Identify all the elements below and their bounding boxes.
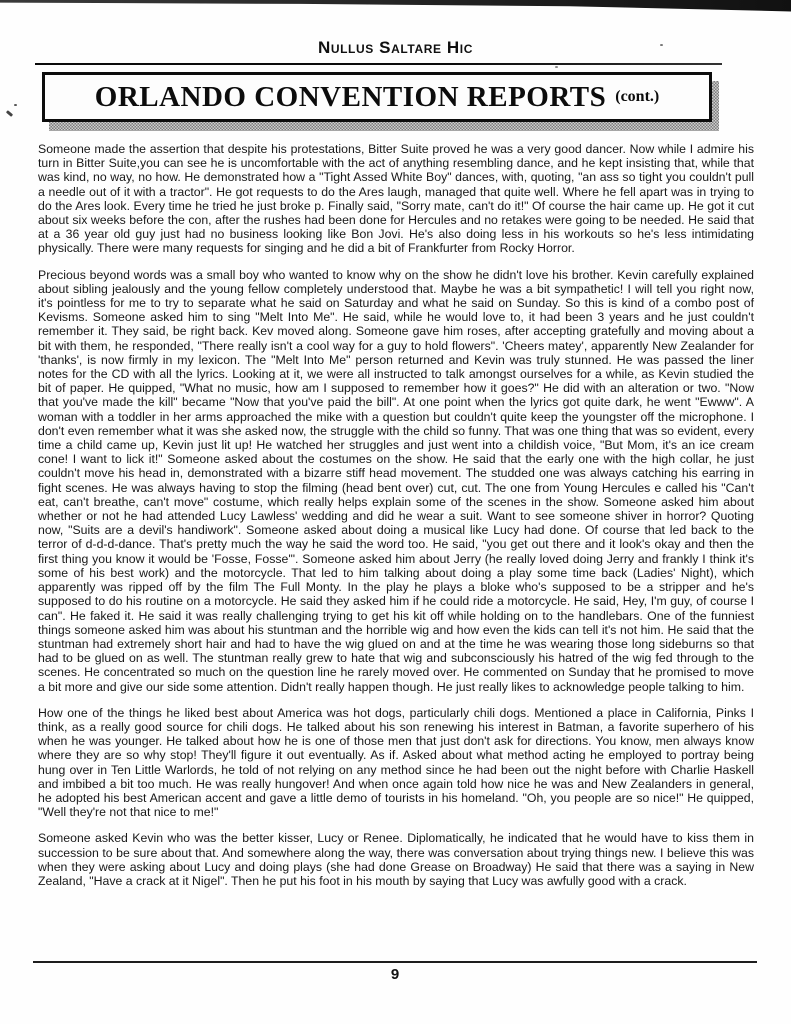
scan-speck [14, 104, 17, 106]
title-banner-box [42, 72, 712, 122]
article-body [38, 142, 754, 888]
header-divider [35, 63, 722, 65]
page-title-continued-marker: (cont.) [615, 88, 660, 105]
scan-speck [660, 44, 663, 46]
scan-speck [6, 110, 13, 117]
page-number: 9 [390, 966, 401, 983]
article-paragraph: Someone asked Kevin who was the better kisser, Lucy or Renee. Diplomatically, he indicated that he would have to kiss them in succession to be sure about that. And somewhere along the way, there was conversation about trying things new. I believe this was when they were asking about Lucy and doing plays (she had done Grease on Broadway) He said that there was a saying in New Zealand, "Have a crack at it Nigel". Then he put his foot in his mouth by saying that Lucy was awfully good with a crack. [38, 831, 754, 888]
page-title: ORLANDO CONVENTION REPORTS [94, 80, 607, 113]
scan-speck [555, 66, 558, 68]
article-paragraph: How one of the things he liked best about America was hot dogs, particularly chili dogs. Mentioned a place in California, Pinks I think, as a really good source for chili dogs. He talked about his son renewing his interest in Batman, a favorite superhero of his when he was younger. He talked about how he is one of those men that just don't ask for directions. You know, men always know where they are so why stop! They'll figure it out eventually. As if. Asked about what method acting he employed to portray being hung over in Ten Little Warlords, he told of not relying on any method since he had been out the night before with Charlie Haskell and imbibed a bit too much. He was really hungover! And when once again told how nice he was and New Zealanders in general, he adopted his best American accent and gave a little demo of tourists in his homeland. "Oh, you people are so nice!" He quipped, "Well they're not that nice to me!" [38, 705, 754, 820]
zine-title: Nullus Saltare Hic [317, 38, 474, 57]
article-paragraph: Someone made the assertion that despite his protestations, Bitter Suite proved he was a very good dancer. Now while I admire his turn in Bitter Suite,you can see he is uncomfortable with the act of anything resembling dance, and he kept insisting that, while that was kind, no way, no how. He demonstrated how a "Tight Assed White Boy" dances, with, quoting, "an ass so tight you couldn't pull a needle out of it with a tractor". He got requests to do the Ares laugh, managed that quite well. Where he fell apart was in trying to do the Ares look. Every time he tried he just broke p. Finally said, "Sorry mate, can't do it!" Of course the hair came up. He got it cut about six weeks before the con, after the rushes had been done for Hercules and no retakes were going to be needed. He said that at a 36 year old guy just had no business looking like Bon Jovi. He's also doing less in his workouts so he's less intimidating physically. There were many requests for singing and he did a bit of Frankfurter from Rocky Horror. [38, 142, 754, 256]
article-paragraph: Precious beyond words was a small boy who wanted to know why on the show he didn't love his brother. Kevin carefully explained about sibling jealously and the young fellow completely understood that. Maybe he was a bit sympathetic! I will tell you right now, it's pointless for me to try to separate what he said on Saturday and what he said on Sunday. So this is kind of a combo post of Kevisms. Someone asked him to sing "Melt Into Me". He said, while he would love to, it had been 3 years and he just couldn't remember it. They said, be right back. Kev moved along. Someone gave him roses, after accepting gratefully and moving about a bit with them, he responded, "There really isn't a cool way for a guy to hold flowers". 'Cheers matey', apparently New Zealander for 'thanks', is now firmly in my lexicon. The "Melt Into Me" person returned and Kevin was truly stunned. He was passed the liner notes for the CD with all the lyrics. Looking at it, we were all instructed to talk amongst ourselves for a while, as Kevin studied the bit of paper. He quipped, "What no music, how am I supposed to remember how it goes?" He did with an alteration or two. "Now that you've made the kill" became "Now that you've paid the bill". At one point when the lyrics got quite dark, he went "Ewww". A woman with a toddler in her arms approached the mike with a question but couldn't quite keep the youngster off the microphone. I don't even remember what it was she asked now, the struggle with the child so funny. That was one thing that was so evident, every time a child came up, Kevin just lit up! He watched her struggles and just went into a childish voice, "But Mom, it's an ice cream cone! I want to lick it!" Someone asked about the costumes on the show. He said that the early one with the high collar, he just couldn't move his head in, demonstrated with a bizarre stiff head movement. The studded one was always catching his earring in fight scenes. He was always having to stop the filming (head bent over) cut, cut. The one from Young Hercules e called his "Can't eat, can't breathe, can't move" costume, which really helps explain some of the scenes in the show. Someone asked him about whether or not he had attended Lucy Lawless' wedding and did he wear a suit. Want to see someone shiver in horror? Quoting now, "Suits are a devil's handiwork". Someone asked about doing a musical like Lucy had done. Of course that led back to the terror of d-d-d-dance. That's pretty much the way he said the word too. He said, "you get out there and it look's okay and then the first thing you know it would be 'Fosse, Fosse'". Someone asked him about Jerry (he really loved doing Jerry and frankly I think it's some of his best work) and the motorcycle. That led to him talking about doing a play some time back (Ladies' Night), which apparently was ripped off by the film The Full Monty. In the play he plays a bloke who's supposed to be a stripper and he's supposed to do his routine on a motorcycle. He said they asked him if he could ride a motorcycle. He said, Hey, I'm guy, of course I can". He faked it. He said it was really challenging trying to get his kit off while holding on to the handlebars. One of the funniest things someone asked him was about his stuntman and the horrible wig and how even the kids can tell it's not him. He said that the stuntman had extremely short hair and had to have the wig glued on and at the time he was wearing those long sideburns so that had to be glued on as well. The stuntman really grew to hate that wig and subconsciously his hatred of the wig fed through to the scenes. He concentrated so much on the question line he rarely moved over. He commented on Sunday that he promised to move a bit more and give our side some attention. Didn't really happen though. He just really likes to acknowledge people talking to him. [38, 267, 754, 694]
title-banner [42, 72, 712, 122]
footer-divider [33, 961, 757, 963]
scan-edge-artifact [0, 0, 791, 13]
